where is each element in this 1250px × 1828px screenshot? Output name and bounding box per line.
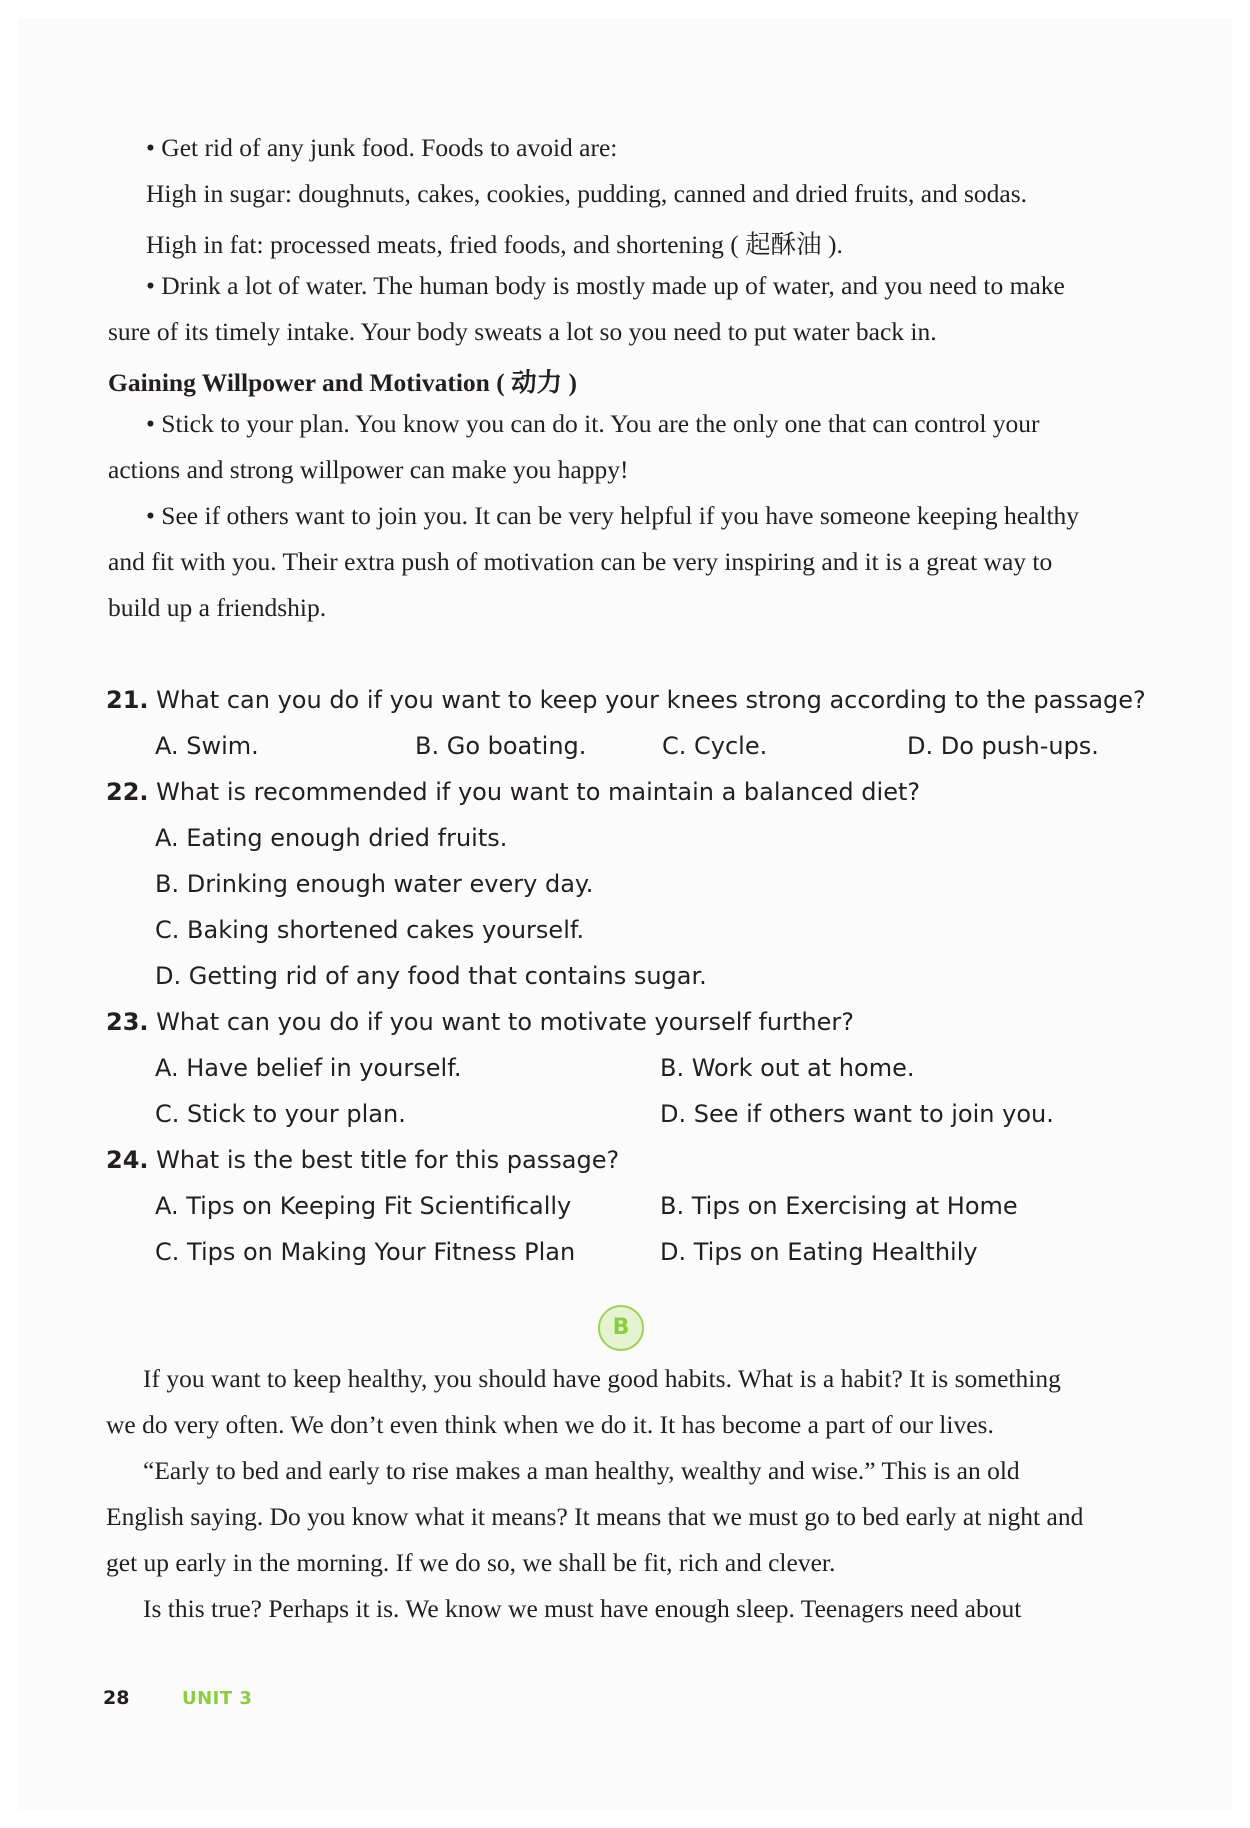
question-21: [106, 686, 1146, 714]
passage-a-line-1: • Get rid of any junk food. Foods to avoid are:: [146, 133, 618, 162]
question-24: [106, 1146, 619, 1174]
passage-b-line-5: get up early in the morning. If we do so, we shall be fit, rich and clever.: [106, 1548, 836, 1577]
passage-a-line-7: actions and strong willpower can make you happy!: [108, 455, 629, 484]
question-number: 23.: [106, 1008, 149, 1036]
option-22-d[interactable]: D. Getting rid of any food that contains sugar.: [155, 962, 707, 990]
question-22: [106, 778, 920, 806]
question-text: What can you do if you want to motivate yourself further?: [156, 1008, 854, 1036]
option-24-c[interactable]: C. Tips on Making Your Fitness Plan: [155, 1238, 576, 1266]
question-text: What can you do if you want to keep your knees strong according to the passage?: [156, 686, 1146, 714]
section-heading: Gaining Willpower and Motivation ( 动力 ): [108, 368, 577, 397]
option-21-b[interactable]: B. Go boating.: [415, 732, 587, 760]
option-21-c[interactable]: C. Cycle.: [662, 732, 768, 760]
page-number: 28: [103, 1687, 130, 1709]
option-24-a[interactable]: A. Tips on Keeping Fit Scientifically: [155, 1192, 572, 1220]
passage-a-line-5: sure of its timely intake. Your body sweats a lot so you need to put water back in.: [108, 317, 937, 346]
question-text: What is the best title for this passage?: [156, 1146, 620, 1174]
option-23-c[interactable]: C. Stick to your plan.: [155, 1100, 406, 1128]
section-b-badge: B: [598, 1305, 644, 1351]
option-23-a[interactable]: A. Have belief in yourself.: [155, 1054, 462, 1082]
passage-b-line-6: Is this true? Perhaps it is. We know we must have enough sleep. Teenagers need about: [143, 1594, 1022, 1623]
option-23-d[interactable]: D. See if others want to join you.: [660, 1100, 1054, 1128]
question-number: 21.: [106, 686, 149, 714]
option-24-d[interactable]: D. Tips on Eating Healthily: [660, 1238, 978, 1266]
question-number: 24.: [106, 1146, 149, 1174]
option-21-a[interactable]: A. Swim.: [155, 732, 259, 760]
option-23-b[interactable]: B. Work out at home.: [660, 1054, 915, 1082]
passage-a-line-3: High in fat: processed meats, fried foods, and shortening ( 起酥油 ).: [146, 230, 843, 259]
option-24-b[interactable]: B. Tips on Exercising at Home: [660, 1192, 1018, 1220]
option-22-b[interactable]: B. Drinking enough water every day.: [155, 870, 594, 898]
passage-a-line-6: • Stick to your plan. You know you can do it. You are the only one that can control your: [146, 409, 1040, 438]
unit-label: UNIT 3: [182, 1688, 253, 1709]
question-23: [106, 1008, 854, 1036]
passage-b-line-3: “Early to bed and early to rise makes a man healthy, wealthy and wise.” This is an old: [143, 1456, 1020, 1485]
passage-a-line-9: and fit with you. Their extra push of motivation can be very inspiring and it is a great way to: [108, 547, 1053, 576]
passage-b-line-2: we do very often. We don’t even think when we do it. It has become a part of our lives.: [106, 1410, 994, 1439]
passage-a-line-2: High in sugar: doughnuts, cakes, cookies, pudding, canned and dried fruits, and sodas.: [146, 179, 1027, 208]
passage-b-line-1: If you want to keep healthy, you should have good habits. What is a habit? It is something: [143, 1364, 1061, 1393]
passage-b-line-4: English saying. Do you know what it means? It means that we must go to bed early at night and: [106, 1502, 1084, 1531]
passage-a-line-4: • Drink a lot of water. The human body is mostly made up of water, and you need to make: [146, 271, 1065, 300]
option-21-d[interactable]: D. Do push-ups.: [907, 732, 1099, 760]
option-22-a[interactable]: A. Eating enough dried fruits.: [155, 824, 508, 852]
option-22-c[interactable]: C. Baking shortened cakes yourself.: [155, 916, 585, 944]
question-text: What is recommended if you want to maintain a balanced diet?: [156, 778, 921, 806]
question-number: 22.: [106, 778, 149, 806]
passage-a-line-10: build up a friendship.: [108, 593, 327, 622]
passage-a-line-8: • See if others want to join you. It can be very helpful if you have someone keeping healthy: [146, 501, 1080, 530]
